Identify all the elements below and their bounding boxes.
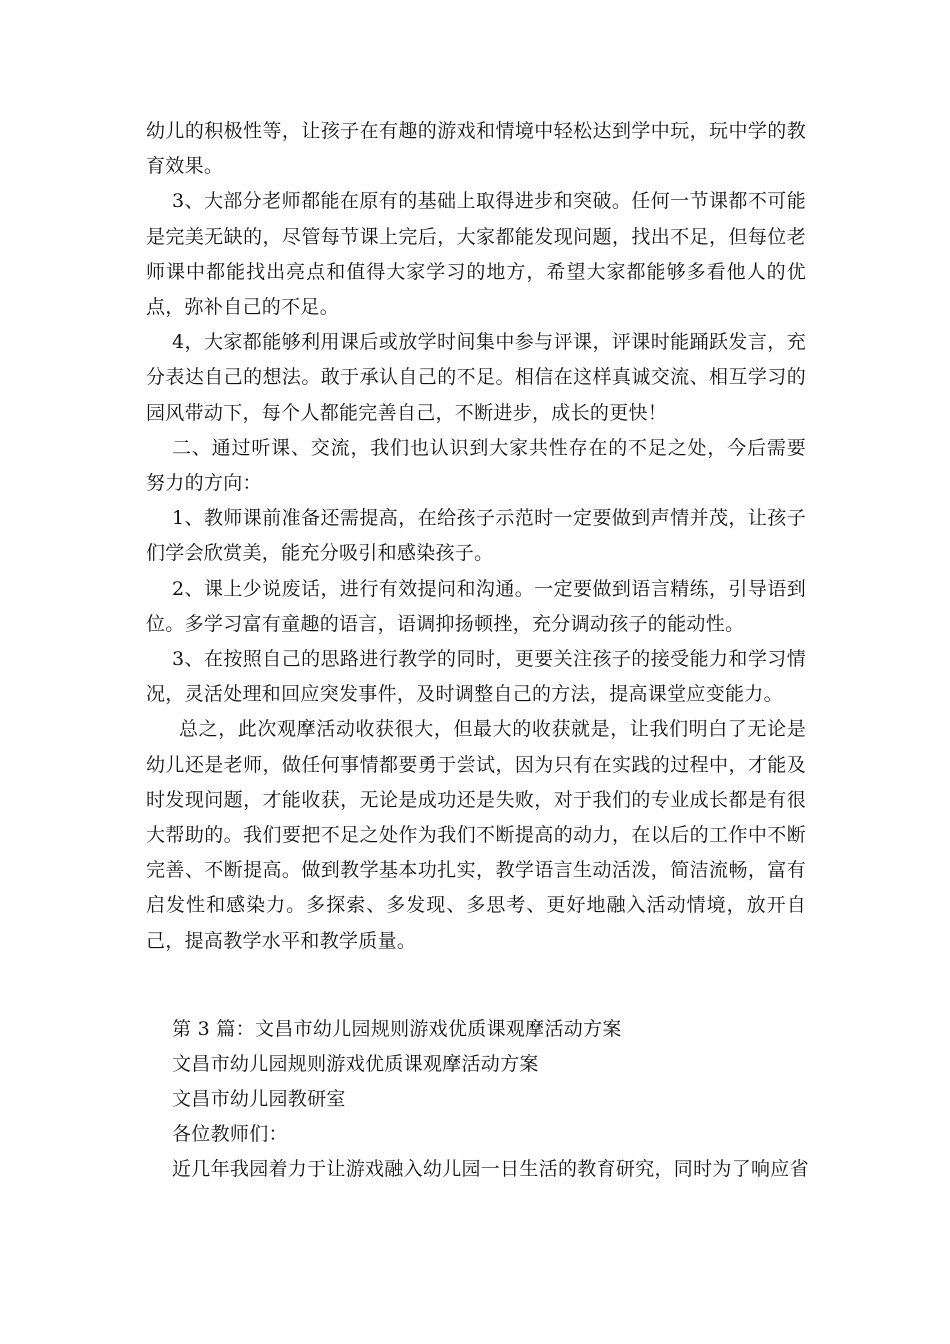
- next-section: [146, 1012, 809, 1187]
- paragraph-continuation: 幼儿的积极性等，让孩子在有趣的游戏和情境中轻松达到学中玩，玩中学的教育效果。: [146, 120, 806, 178]
- paragraph-improvement-1: 1、教师课前准备还需提高，在给孩子示范时一定要做到声情并茂，让孩子们学会欣赏美，能充分吸引和感染孩子。: [146, 507, 806, 565]
- section-heading: 第 3 篇：文昌市幼儿园规则游戏优质课观摩活动方案: [172, 1018, 622, 1040]
- paragraph-improvement-2: 2、课上少说废话，进行有效提问和沟通。一定要做到语言精练，引导语到位。多学习富有童趣的语言，语调抑扬顿挫，充分调动孩子的能动性。: [146, 577, 806, 635]
- opening-line: 近几年我园着力于让游戏融入幼儿园一日生活的教育研究，同时为了响应省: [172, 1158, 809, 1180]
- paragraph-section-two: 二、通过听课、交流，我们也认识到大家共性存在的不足之处，今后需要努力的方向：: [146, 436, 806, 495]
- paragraph-point-3: 3、大部分老师都能在原有的基础上取得进步和突破。任何一节课都不可能是完美无缺的，尽管每节课上完后，大家都能发现问题，找出不足，但每位老师课中都能找出亮点和值得大家学习的地方，希望大家都能够多看他人的优点，弥补自己的不足。: [146, 190, 806, 319]
- doc-title: 文昌市幼儿园规则游戏优质课观摩活动方案: [172, 1053, 539, 1075]
- issuer: 文昌市幼儿园教研室: [172, 1088, 346, 1110]
- salutation: 各位教师们：: [172, 1123, 288, 1145]
- paragraph-conclusion: 总之，此次观摩活动收获很大，但最大的收获就是，让我们明白了无论是幼儿还是老师，做任何事情都要勇于尝试，因为只有在实践的过程中，才能及时发现问题，才能收获，无论是成功还是失败，对于我们的专业成长都是有很大帮助的。我们要把不足之处作为我们不断提高的动力，在以后的工作中不断完善、不断提高。做到教学基本功扎实，教学语言生动活泼，简洁流畅，富有启发性和感染力。多探索、多发现、多思考、更好地融入活动情境，放开自己，提高教学水平和教学质量。: [146, 718, 806, 952]
- paragraph-point-4: 4，大家都能够利用课后或放学时间集中参与评课，评课时能踊跃发言，充分表达自己的想法。敢于承认自己的不足。相信在这样真诚交流、相互学习的园风带动下，每个人都能完善自己，不断进步，成长的更快！: [146, 331, 806, 424]
- paragraph-improvement-3: 3、在按照自己的思路进行教学的同时，更要关注孩子的接受能力和学习情况，灵活处理和回应突发事件，及时调整自己的方法，提高课堂应变能力。: [146, 648, 806, 706]
- document-body: [146, 114, 806, 959]
